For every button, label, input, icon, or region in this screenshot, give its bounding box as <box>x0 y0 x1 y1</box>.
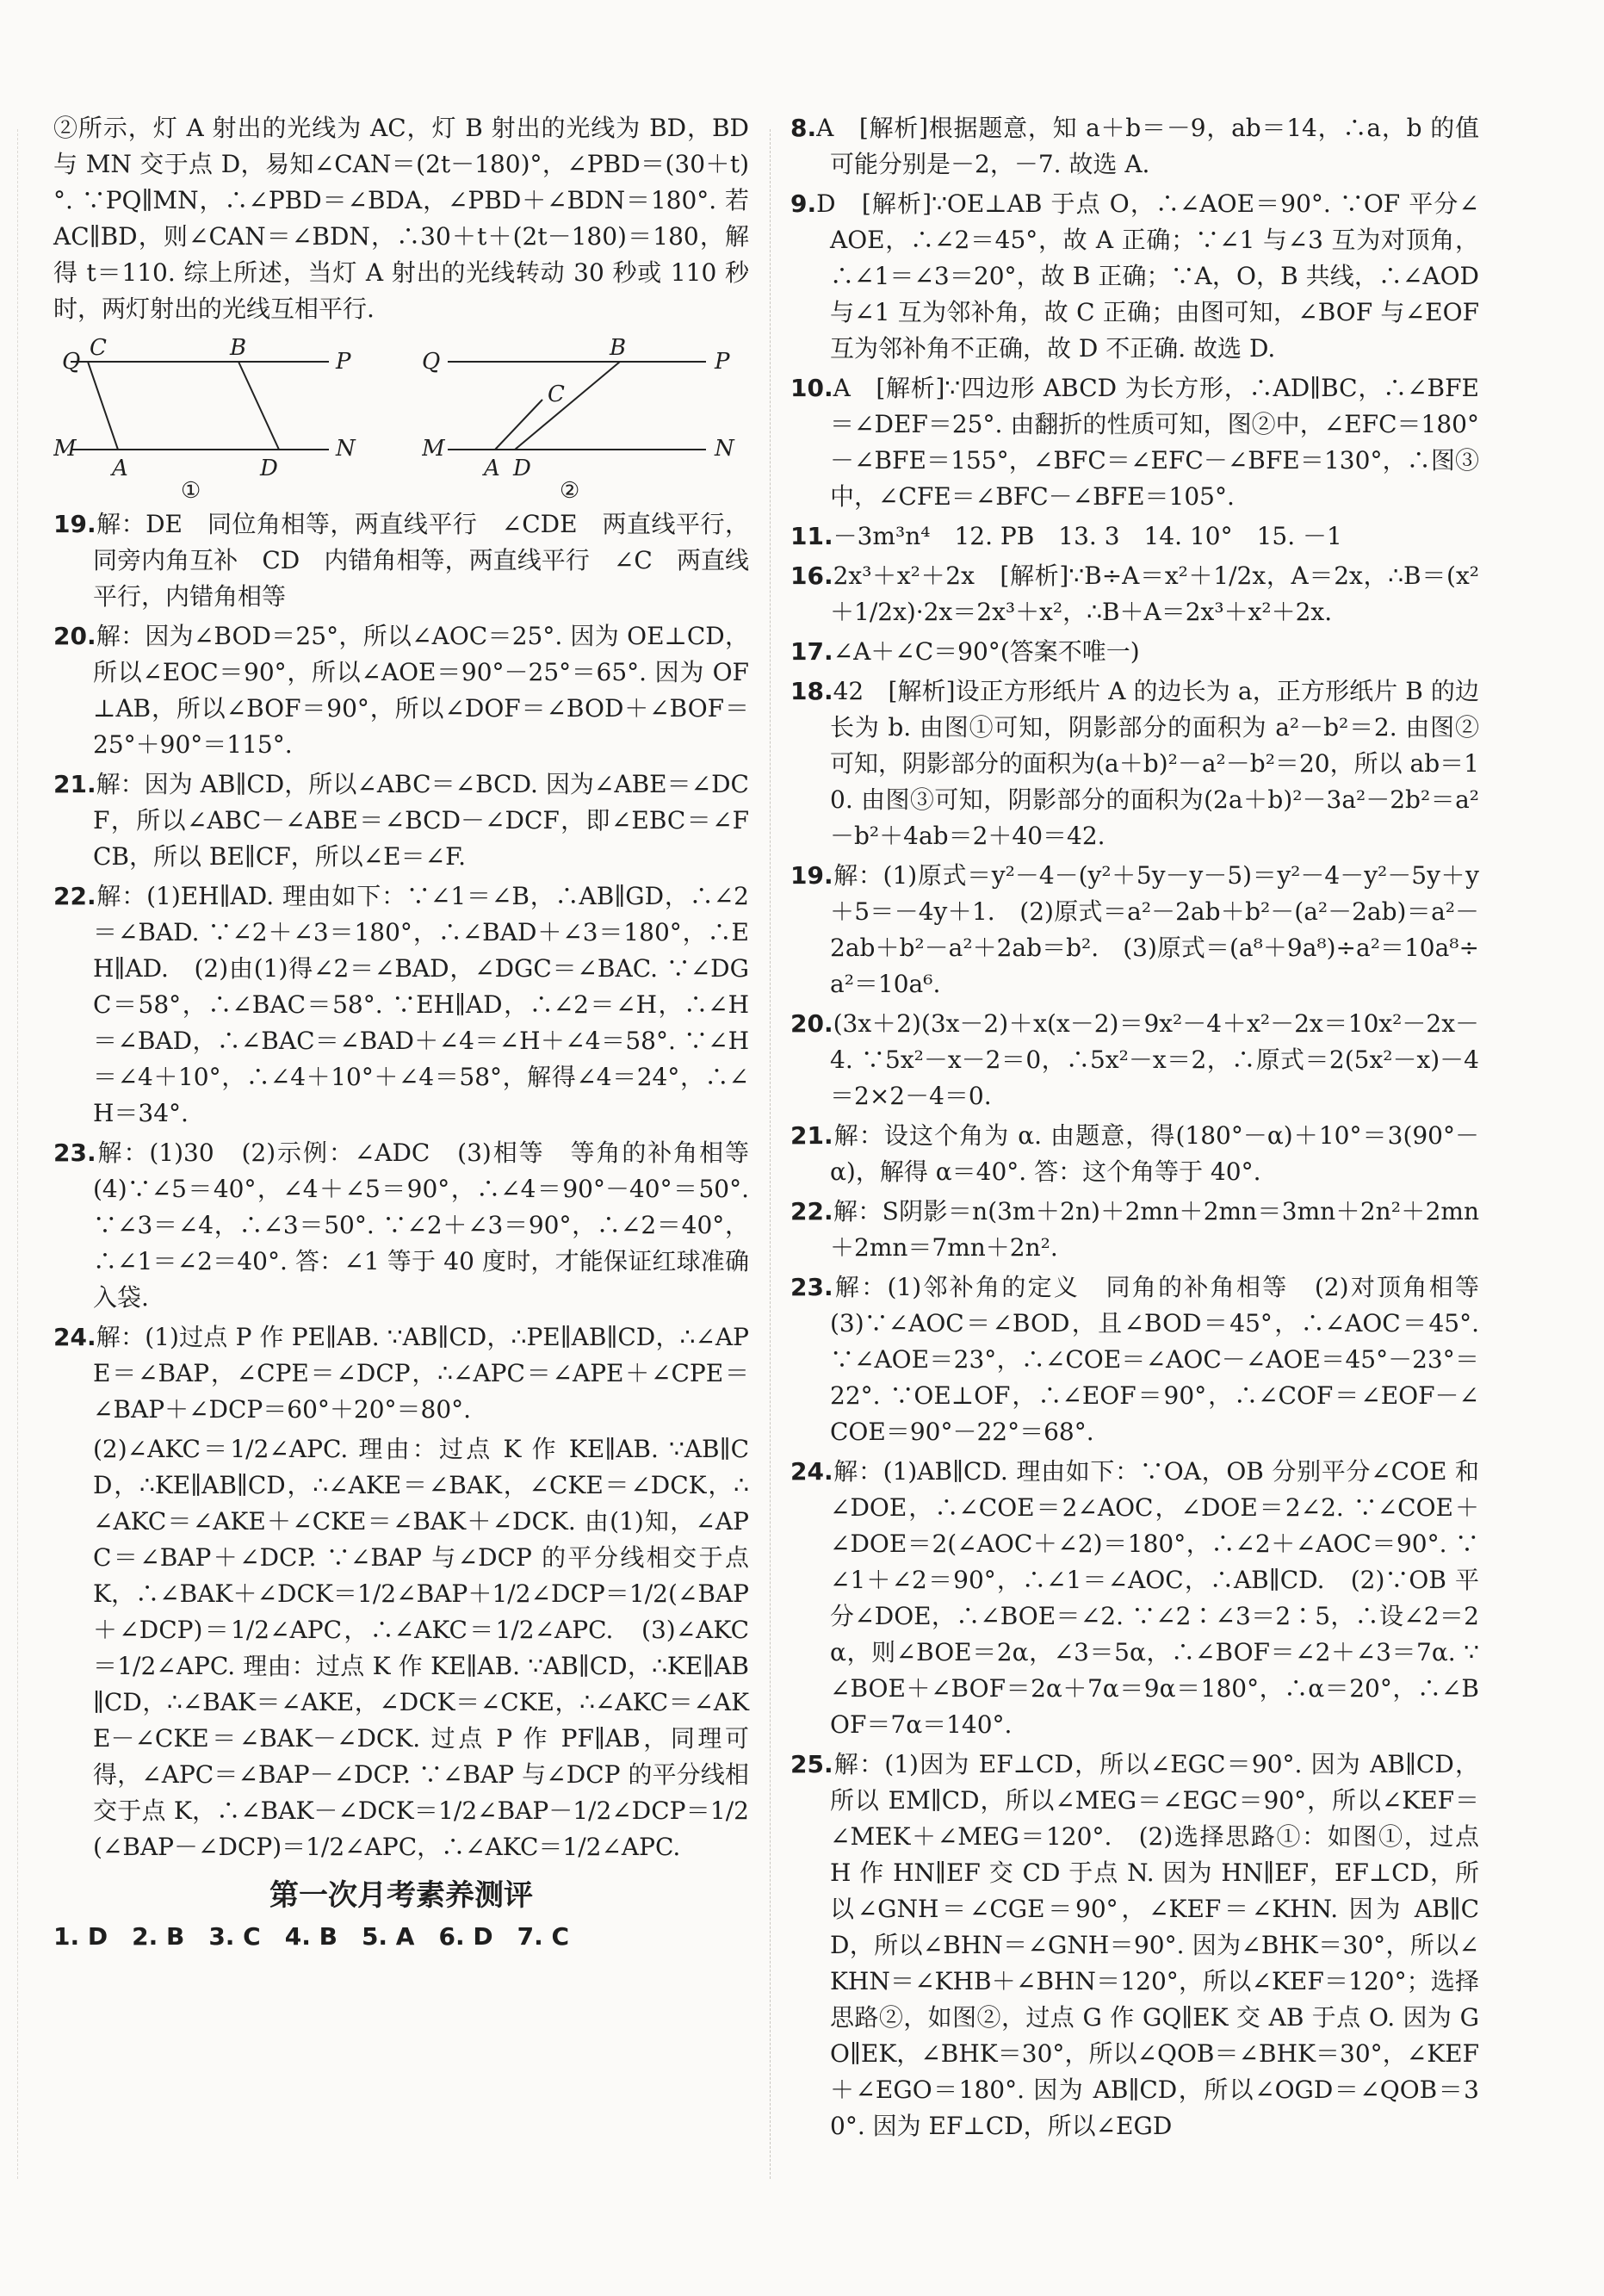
answer-number: 23. <box>53 1139 96 1167</box>
answer-text: 解：(1)AB∥CD. 理由如下：∵OA，OB 分别平分∠COE 和∠DOE，∴∠COE＝2∠AOC，∠DOE＝2∠2. ∵∠COE＋∠DOE＝2(∠AOC＋∠2)＝180°，∴∠2＋∠AOC＝90°. ∵∠1＋∠2＝90°，∴∠1＝∠AOC，∴AB∥CD. (2)∵OB 平分∠DOE，∴∠BOE＝∠2. ∵∠2∶∠3＝2∶5，∴设∠2＝2α，则∠BOE＝2α，∠3＝5α，∴∠BOF＝∠2＋∠3＝7α. ∵∠BOE＋∠BOF＝2α＋7α＝9α＝180°，∴α＝20°，∴∠BOF＝7α＝140°. <box>830 1457 1479 1739</box>
answer-text: 42 [解析]设正方形纸片 A 的边长为 a，正方形纸片 B 的边长为 b. 由图①可知，阴影部分的面积为 a²－b²＝2. 由图②可知，阴影部分的面积为(a＋b)²－a²－b²＝20，所以 ab＝10. 由图③可知，阴影部分的面积为(2a＋b)²－3a²－2b²＝a²－b²＋4ab＝2＋40＝42. <box>830 677 1479 850</box>
answer-text: －3m³n⁴ 12. PB 13. 3 14. 10° 15. －1 <box>833 522 1342 550</box>
answer-text: (3x＋2)(3x－2)＋x(x－2)＝9x²－4＋x²－2x＝10x²－2x－4. ∵5x²－x－2＝0，∴5x²－x＝2，∴原式＝2(5x²－x)－4＝2×2－4＝0. <box>830 1009 1479 1110</box>
answer-text: A [解析]根据题意，知 a＋b＝－9，ab＝14，∴a，b 的值可能分别是－2，－7. 故选 A. <box>816 114 1479 178</box>
label-c: C <box>548 382 565 407</box>
answer-20 <box>53 618 749 763</box>
multiple-choice-answers: 1. D 2. B 3. C 4. B 5. A 6. D 7. C <box>53 1922 570 1951</box>
label-m: M <box>53 436 77 462</box>
answer-number: 21. <box>53 770 96 798</box>
answer-text: 解：(1)过点 P 作 PE∥AB. ∵AB∥CD，∴PE∥AB∥CD，∴∠APE＝∠BAP，∠CPE＝∠DCP，∴∠APC＝∠APE＋∠CPE＝∠BAP＋∠DCP＝60°＋20°＝80°. <box>93 1323 749 1424</box>
answer-text: 2x³＋x²＋2x [解析]∵B÷A＝x²＋1/2x，A＝2x，∴B＝(x²＋1/2x)·2x＝2x³＋x²，∴B＋A＝2x³＋x²＋2x. <box>830 562 1479 626</box>
answer-text: A [解析]∵四边形 ABCD 为长方形，∴AD∥BC，∴∠BFE＝∠DEF＝25°. 由翻折的性质可知，图②中，∠EFC＝180°－∠BFE＝155°，∠BFC＝∠EFC－∠BFE＝130°，∴图③中，∠CFE＝∠BFC－∠BFE＝105°. <box>830 374 1479 511</box>
answer-text: 解：因为∠BOD＝25°，所以∠AOC＝25°. 因为 OE⊥CD，所以∠EOC＝90°，所以∠AOE＝90°－25°＝65°. 因为 OF⊥AB，所以∠BOF＝90°，所以∠DOF＝∠BOD＋∠BOF＝25°＋90°＝115°. <box>93 622 749 759</box>
figure-1-caption: ① <box>181 478 201 501</box>
answer-22 <box>53 878 749 1132</box>
answer-text: 解：(1)EH∥AD. 理由如下：∵∠1＝∠B，∴AB∥GD，∴∠2＝∠BAD. ∵∠2＋∠3＝180°，∴∠BAD＋∠3＝180°，∴EH∥AD. (2)由(1)得∠2＝∠BAD，∠DGC＝∠BAC. ∵∠DGC＝58°，∴∠BAC＝58°. ∵EH∥AD，∴∠2＝∠H，∴∠H＝∠BAD，∴∠BAC＝∠BAD＋∠4＝∠H＋∠4＝58°. ∵∠H＝∠4＋10°，∴∠4＋10°＋∠4＝58°，解得∠4＝24°，∴∠H＝34°. <box>93 882 749 1127</box>
figure-2-diagram <box>422 338 749 501</box>
answer-number: 11. <box>790 522 833 550</box>
intro-paragraph: ②所示，灯 A 射出的光线为 AC，灯 B 射出的光线为 BD，BD 与 MN 交于点 D，易知∠CAN＝(2t－180)°，∠PBD＝(30＋t)°. ∵PQ∥MN，∴∠PBD＝∠BDA，∠PBD＋∠BDN＝180°. 若 AC∥BD，则∠CAN＝∠BDN，∴30＋t＋(2t－180)＝180，解得 t＝110. 综上所述，当灯 A 射出的光线转动 30 秒或 110 秒时，两灯射出的光线互相平行. <box>53 114 749 323</box>
label-m: M <box>422 436 445 462</box>
answer-19 <box>790 858 1479 1002</box>
label-n: N <box>336 436 356 462</box>
answer-11-15 <box>790 518 1479 555</box>
answer-8 <box>790 110 1479 183</box>
label-d: D <box>513 456 531 481</box>
answer-text: 解：(1)30 (2)示例：∠ADC (3)相等 等角的补角相等 (4)∵∠5＝40°，∠4＋∠5＝90°，∴∠4＝90°－40°＝50°. ∵∠3＝∠4，∴∠3＝50°. ∵∠2＋∠3＝90°，∴∠2＝40°，∴∠1＝∠2＝40°. 答：∠1 等于 40 度时，才能保证红球准确入袋. <box>93 1139 774 1312</box>
answer-number: 18. <box>790 677 833 705</box>
answer-21 <box>53 766 749 875</box>
answer-23 <box>790 1269 1504 1450</box>
answer-text: 解：(1)因为 EF⊥CD，所以∠EGC＝90°. 因为 AB∥CD，所以 EM∥CD，所以∠MEG＝∠EGC＝90°，所以∠KEF＝∠MEK＋∠MEG＝120°. (2)选择思路①：如图①，过点 H 作 HN∥EF 交 CD 于点 N. 因为 HN∥EF，EF⊥CD，所以∠GNH＝∠CGE＝90°，∠KEF＝∠KHN. 因为 AB∥CD，所以∠BHN＝∠GNH＝90°. 因为∠BHK＝30°，所以∠KHN＝∠KHB＋∠BHN＝120°，所以∠KEF＝120°；选择思路②，如图②，过点 G 作 GQ∥EK 交 AB 于点 O. 因为 GO∥EK，∠BHK＝30°，所以∠QOB＝∠BHK＝30°，∠KEF＋∠EGO＝180°. 因为 AB∥CD，所以∠OGD＝∠QOB＝30°. 因为 EF⊥CD，所以∠EGD <box>830 1750 1479 2140</box>
answer-16 <box>790 558 1479 630</box>
answer-text: D [解析]∵OE⊥AB 于点 O，∴∠AOE＝90°. ∵OF 平分∠AOE，∴∠2＝45°，故 A 正确；∵∠1 与∠3 互为对顶角，∴∠1＝∠3＝20°，故 B 正确；∵A，O，B 共线，∴∠AOD 与∠1 互为邻补角，故 C 正确；由图可知，∠BOF 与∠EOF 互为邻补角不正确，故 D 不正确. 故选 D. <box>816 189 1479 363</box>
answer-21 <box>790 1118 1479 1190</box>
answer-number: 22. <box>53 882 96 910</box>
label-n: N <box>715 436 734 462</box>
answer-text: 解：DE 同位角相等，两直线平行 ∠CDE 两直线平行，同旁内角互补 CD 内错角相等，两直线平行 ∠C 两直线平行，内错角相等 <box>93 510 749 611</box>
label-c: C <box>90 338 107 361</box>
answer-24 <box>53 1319 749 1428</box>
answer-number: 16. <box>790 562 833 590</box>
answer-number: 25. <box>790 1750 833 1778</box>
answer-number: 24. <box>53 1323 96 1351</box>
figure-2 <box>422 338 749 501</box>
answer-number: 17. <box>790 637 833 666</box>
answer-text: 解：S阴影＝n(3m＋2n)＋2mn＋2mn＝3mn＋2n²＋2mn＋2mn＝7mn＋2n². <box>830 1197 1479 1262</box>
figure-2-caption: ② <box>560 478 580 501</box>
figure-1 <box>53 338 381 501</box>
label-a: A <box>112 456 128 481</box>
answer-number: 22. <box>790 1197 833 1226</box>
answer-19 <box>53 506 749 615</box>
left-column <box>53 110 774 1955</box>
answer-number: 19. <box>53 510 96 538</box>
answer-20 <box>790 1006 1479 1114</box>
label-b: B <box>610 338 627 361</box>
label-q: Q <box>62 349 81 375</box>
label-a: A <box>484 456 500 481</box>
answer-23 <box>53 1135 774 1316</box>
answer-text: 解：(1)原式＝y²－4－(y²＋5y－y－5)＝y²－4－y²－5y＋y＋5＝－4y＋1. (2)原式＝a²－2ab＋b²－(a²－2ab)＝a²－2ab＋b²－a²＋2ab＝b². (3)原式＝(a⁸＋9a⁸)÷a²＝10a⁸÷a²＝10a⁶. <box>830 861 1479 998</box>
label-q: Q <box>422 349 441 375</box>
answer-number: 24. <box>790 1457 833 1486</box>
answer-number: 10. <box>790 374 833 402</box>
answer-number: 23. <box>790 1273 833 1301</box>
answer-number: 9. <box>790 189 817 218</box>
figure-1-diagram <box>53 338 381 501</box>
answer-number: 21. <box>790 1121 833 1150</box>
label-p: P <box>715 349 730 375</box>
section-title: 第一次月考素养测评 <box>269 1878 533 1913</box>
answer-number: 20. <box>790 1009 833 1038</box>
label-p: P <box>336 349 351 375</box>
answer-18 <box>790 673 1479 854</box>
answer-text: 解：因为 AB∥CD，所以∠ABC＝∠BCD. 因为∠ABE＝∠DCF，所以∠ABC－∠ABE＝∠BCD－∠DCF，即∠EBC＝∠FCB，所以 BE∥CF，所以∠E＝∠F. <box>93 770 749 871</box>
right-column <box>790 110 1504 2148</box>
figure-row <box>53 338 749 501</box>
answer-17 <box>790 634 1479 670</box>
answer-number: 19. <box>790 861 833 890</box>
label-d: D <box>260 456 278 481</box>
answer-text: 解：(1)邻补角的定义 同角的补角相等 (2)对顶角相等 (3)∵∠AOC＝∠BOD，且∠BOD＝45°，∴∠AOC＝45°. ∵∠AOE＝23°，∴∠COE＝∠AOC－∠AOE＝45°－23°＝22°. ∵OE⊥OF，∴∠EOF＝90°，∴∠COF＝∠EOF－∠COE＝90°－22°＝68°. <box>830 1273 1504 1446</box>
answer-24-continued: (2)∠AKC＝1/2∠APC. 理由：过点 K 作 KE∥AB. ∵AB∥CD，∴KE∥AB∥CD，∴∠AKE＝∠BAK，∠CKE＝∠DCK，∴∠AKC＝∠AKE＋∠CKE＝∠BAK＋∠DCK. 由(1)知，∠APC＝∠BAP＋∠DCP. ∵∠BAP 与∠DCP 的平分线相交于点 K，∴∠BAK＋∠DCK＝1/2∠BAP＋1/2∠DCP＝1/2(∠BAP＋∠DCP)＝1/2∠APC，∴∠AKC＝1/2∠APC. (3)∠AKC＝1/2∠APC. 理由：过点 K 作 KE∥AB. ∵AB∥CD，∴KE∥AB∥CD，∴∠BAK＝∠AKE，∠DCK＝∠CKE，∴∠AKC＝∠AKE－∠CKE＝∠BAK－∠DCK. 过点 P 作 PF∥AB，同理可得，∠APC＝∠BAP－∠DCP. ∵∠BAP 与∠DCP 的平分线相交于点 K，∴∠BAK－∠DCK＝1/2∠BAP－1/2∠DCP＝1/2(∠BAP－∠DCP)＝1/2∠APC，∴∠AKC＝1/2∠APC. <box>93 1435 749 1861</box>
answer-number: 8. <box>790 114 817 142</box>
margin-rule <box>17 129 18 2179</box>
answer-10 <box>790 370 1479 515</box>
answer-number: 20. <box>53 622 96 650</box>
answer-9 <box>790 186 1479 367</box>
answer-text: ∠A＋∠C＝90°(答案不唯一) <box>833 637 1140 666</box>
answer-24 <box>790 1454 1479 1743</box>
answer-22 <box>790 1194 1479 1266</box>
answer-25 <box>790 1747 1479 2144</box>
label-b: B <box>230 338 247 361</box>
answer-text: 解：设这个角为 α. 由题意，得(180°－α)＋10°＝3(90°－α)，解得 α＝40°. 答：这个角等于 40°. <box>830 1121 1479 1186</box>
